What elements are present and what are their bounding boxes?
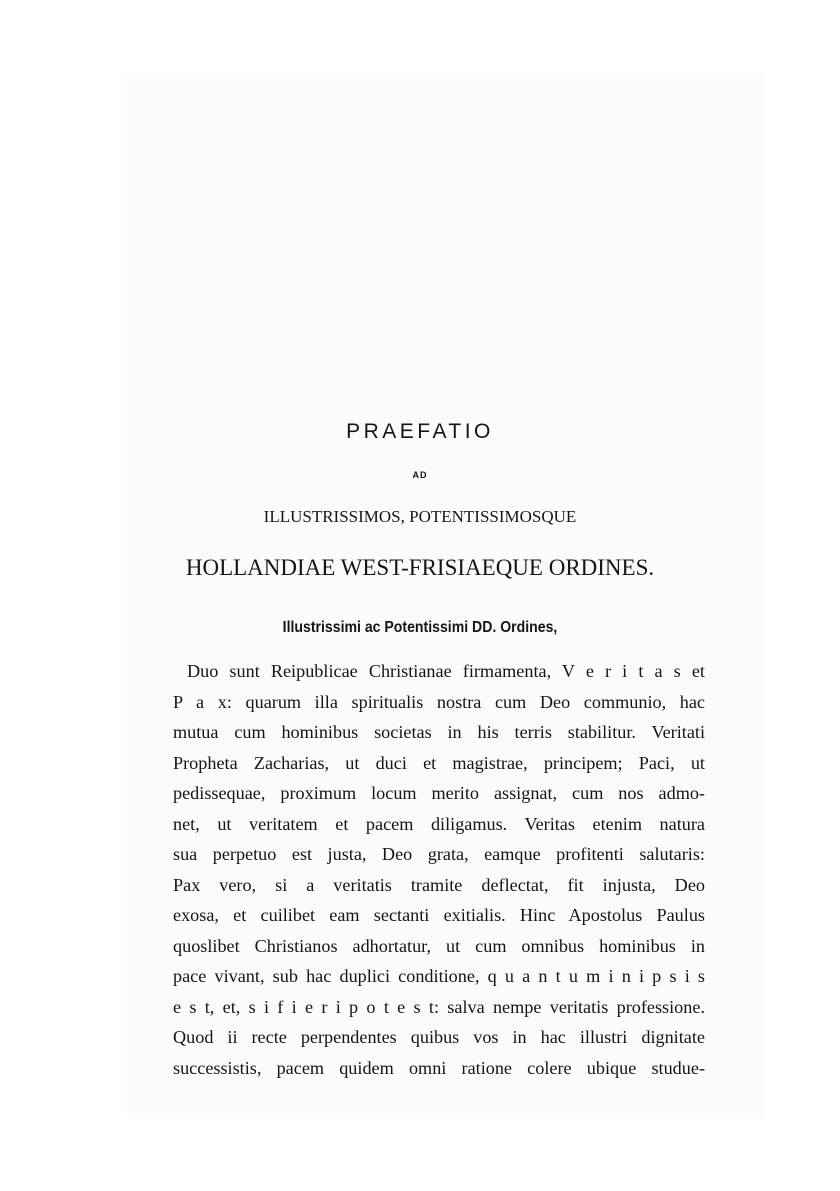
text-line: successistis, pacem quidem omni ratione colere ubique studue- xyxy=(173,1057,705,1078)
text-line: Duo sunt Reipublicae Christianae firmamenta, V e r i t a s et xyxy=(187,661,705,681)
body-paragraph xyxy=(173,656,705,1083)
text-line: pace vivant, sub hac duplici conditione, q u a n t u m i n i p s i s xyxy=(173,966,705,986)
text-line: Quod ii recte perpendentes quibus vos in hac illustri dignitate xyxy=(173,1027,705,1047)
text-line: net, ut veritatem et pacem diligamus. Veritas etenim natura xyxy=(173,813,705,834)
text-line: Pax vero, si a veritatis tramite deflectat, fit injusta, Deo xyxy=(173,874,705,895)
text-line: exosa, et cuilibet eam sectanti exitialis. Hinc Apostolus Paulus xyxy=(173,905,705,925)
preface-title: PRAEFATIO xyxy=(346,420,494,443)
salutation: Illustrissimi ac Potentissimi DD. Ordines, xyxy=(282,619,558,636)
text-line: P a x: quarum illa spiritualis nostra cum Deo communio, hac xyxy=(173,691,705,712)
text-line: e s t, et, s i f i e r i p o t e s t: salva nempe veritatis professione. xyxy=(173,996,705,1017)
preface-ad: AD xyxy=(412,470,428,480)
text-line: sua perpetuo est justa, Deo grata, eamque profitenti salutaris: xyxy=(173,844,705,864)
text-line: mutua cum hominibus societas in his terris stabilitur. Veritati xyxy=(173,722,705,742)
text-line: quoslibet Christianos adhortatur, ut cum omnibus hominibus in xyxy=(173,935,705,956)
text-line: pedissequae, proximum locum merito assignat, cum nos admo- xyxy=(173,783,705,803)
preface-subtitle: ILLUSTRISSIMOS, POTENTISSIMOSQUE xyxy=(263,507,577,526)
preface-addressee: HOLLANDIAE WEST-FRISIAEQUE ORDINES. xyxy=(185,555,655,580)
text-line: Propheta Zacharias, ut duci et magistrae, principem; Paci, ut xyxy=(173,752,705,773)
